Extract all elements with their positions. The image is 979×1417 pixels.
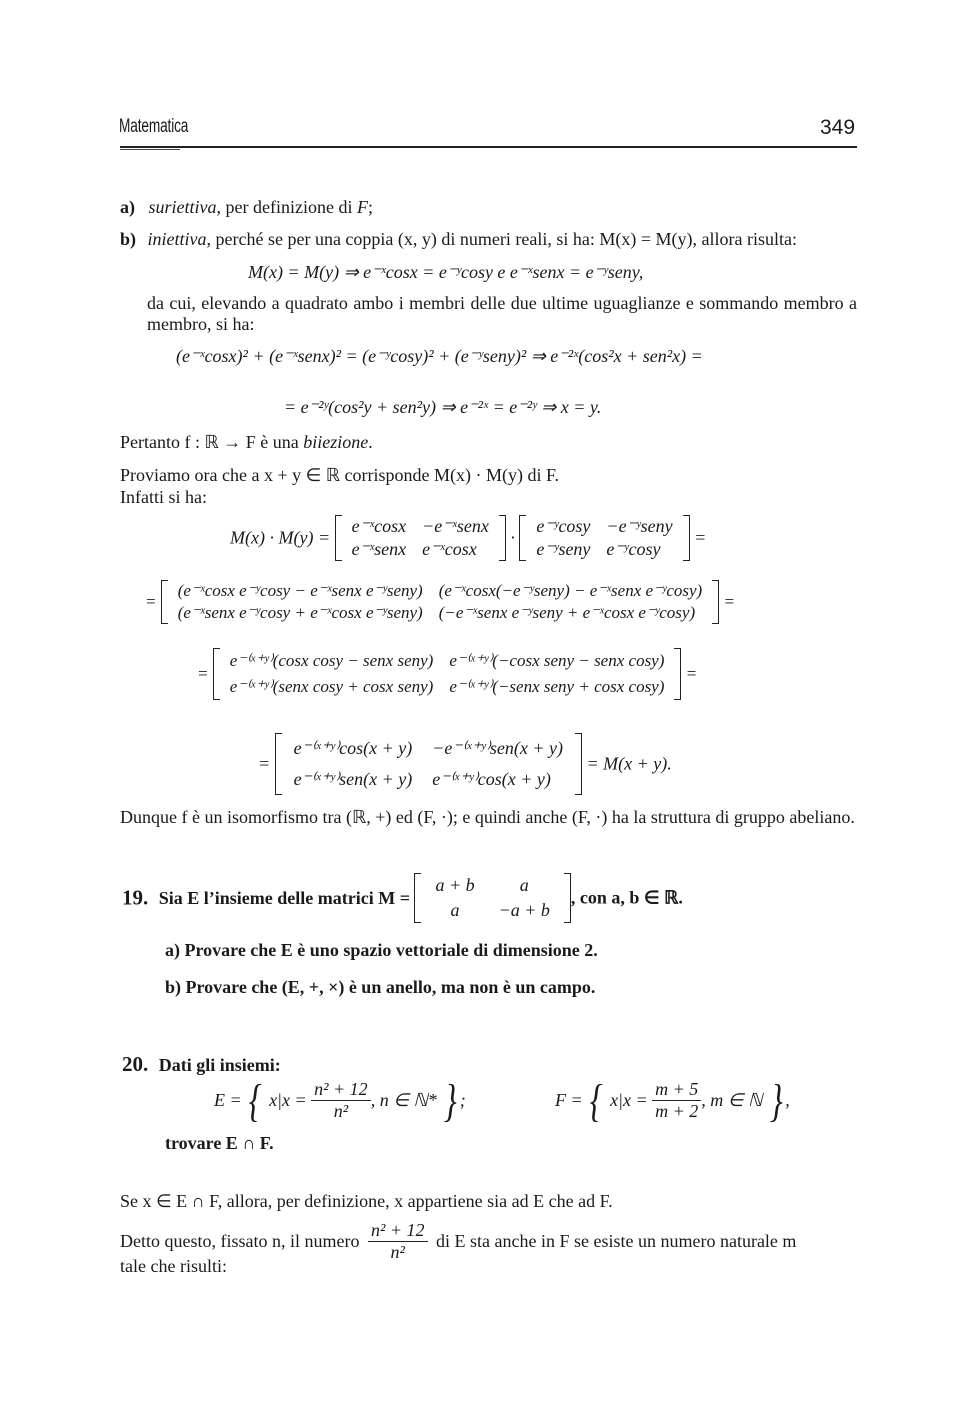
exercise-20-number: 20. [122,1052,149,1076]
set-E-fraction [311,1079,371,1122]
matrix-cell: e⁻⁽ˣ⁺ʸ⁾(cosx cosy − senx seny) [229,651,434,670]
set-F-lhs: F = [555,1090,583,1110]
page-number: 349 [820,116,856,139]
exercise-19-number: 19. [122,885,149,910]
dot-operator: · [510,527,515,548]
matrix-cell: e⁻⁽ˣ⁺ʸ⁾cos(x + y) [293,738,413,758]
detto-before: Detto questo, fissato n, il numero [120,1231,360,1251]
matrix-cell: e⁻ʸseny [536,539,591,559]
matrix-cell: e⁻ʸcosy [606,539,661,559]
fraction-denominator: m + 2 [655,1101,699,1121]
matrix-cell: e⁻⁽ˣ⁺ʸ⁾(senx cosy + cosx seny) [229,677,434,696]
pertanto-line [120,432,373,453]
matrix-cell: (e⁻ˣcosx e⁻ʸcosy − e⁻ˣsenx e⁻ʸseny) [177,581,423,600]
exercise-19 [122,873,683,923]
matrix-cell: e⁻ʸcosy [536,516,591,536]
equation-1: M(x) = M(y) ⇒ e⁻ˣcosx = e⁻ʸcosy e e⁻ˣsenx = e⁻ʸseny, [248,262,644,282]
header-rule [120,146,857,148]
matrix-expanded-line [145,580,735,624]
matrix-my [519,515,689,561]
left-brace-icon: { [248,1075,262,1126]
matrix-cell: (−e⁻ˣsenx e⁻ʸseny + e⁻ˣcosx e⁻ʸcosy) [438,603,696,622]
infatti-line: Infatti si ha: [120,487,207,507]
right-brace-icon: } [444,1075,457,1126]
matrix-cell: e⁻ˣcosx [351,516,407,536]
set-F-definition [555,1074,790,1127]
matrix-lhs: M(x) · M(y) = [230,527,331,548]
set-E-inner: x|x = [269,1090,307,1110]
item-a-term: suriettiva [148,197,217,217]
matrix-cell: −e⁻ˣsenx [422,516,489,536]
matrix-cell: −e⁻⁽ˣ⁺ʸ⁾sen(x + y) [432,738,564,758]
item-b-term: iniettiva [147,229,207,249]
matrix-cell: a [519,875,529,895]
left-brace-icon: { [589,1075,603,1126]
fraction-denominator: n² [333,1101,349,1121]
matrix-cell: e⁻⁽ˣ⁺ʸ⁾cos(x + y) [432,769,551,789]
set-F-end: , [785,1090,790,1110]
item-a-text: , per definizione di [216,197,357,217]
equals-sign: = [723,592,735,611]
item-a-end: ; [367,197,373,217]
matrix-cell: (e⁻ˣsenx e⁻ʸcosy + e⁻ˣcosx e⁻ʸseny) [177,603,423,622]
fraction-numerator: n² + 12 [311,1079,371,1101]
exercise-20-text: Dati gli insiemi: [158,1055,281,1075]
equation-3: = e⁻²ʸ(cos²y + sen²y) ⇒ e⁻²ˣ = e⁻²ʸ ⇒ x = y. [284,397,602,417]
pertanto-text: Pertanto f : ℝ → F è una [120,432,304,452]
equation-2: (e⁻ˣcosx)² + (e⁻ˣsenx)² = (e⁻ʸcosy)² + (e⁻ʸseny)² ⇒ e⁻²ˣ(cos²x + sen²x) = [176,346,703,366]
set-E-end: ; [459,1090,466,1110]
set-F-fraction [652,1079,701,1122]
matrix-factored [213,648,682,700]
set-E-definition [214,1074,466,1127]
fraction-denominator: n² [390,1242,405,1262]
set-E-condition: , n ∈ ℕ* [370,1090,437,1110]
matrix-cell: −e⁻ʸseny [606,516,673,536]
set-F-inner: x|x = [610,1090,648,1110]
detto-after: di E sta anche in F se esiste un numero naturale m [436,1231,797,1251]
matrix-result-rhs: = M(x + y). [586,753,672,774]
paragraph-squares: da cui, elevando a quadrato ambo i membri delle due ultime uguaglianze e sommando membro a membro, si ha: [147,293,857,334]
right-brace-icon: } [769,1075,783,1126]
pertanto-term: biiezione [303,432,369,452]
exercise-19-part-b: b) Provare che (E, +, ×) è un anello, ma non è un campo. [165,977,596,997]
exercise-19-text: Sia E l’insieme delle matrici M = [158,887,410,908]
matrix-cell: a [450,900,460,920]
item-b-label: b) [120,229,137,249]
matrix-result [275,733,582,795]
item-b-text: , perché se per una coppia (x, y) di numeri reali, si ha: M(x) = M(y), allora risulta: [206,229,797,249]
matrix-expanded [161,580,719,624]
item-a-label: a) [120,197,135,217]
matrix-product-line [230,515,706,561]
matrix-factored-line [197,648,697,700]
equals-sign: = [145,592,157,611]
equals-sign: = [685,664,698,683]
dunque-paragraph: Dunque f è un isomorfismo tra (ℝ, +) ed (F, ·); e quindi anche (F, ·) ha la struttura di gruppo abeliano. [120,807,855,827]
proviamo-line: Proviamo ora che a x + y ∈ ℝ corrisponde M(x) · M(y) di F. [120,465,560,485]
exercise-19-after: , con a, b ∈ ℝ. [570,887,683,908]
item-b [120,229,797,250]
matrix-mx [335,515,506,561]
running-header-title: Matematica [119,116,189,137]
equals-sign: = [258,753,271,774]
matrix-cell: a + b [435,875,475,895]
pertanto-end: . [368,432,373,452]
equals-sign: = [197,664,209,683]
detto-fraction [368,1220,428,1263]
set-F-condition: , m ∈ ℕ [701,1090,763,1110]
matrix-cell: −a + b [498,900,550,920]
detto-line-2: tale che risulti: [120,1256,227,1276]
matrix-result-line [258,733,672,795]
header-rule-accent [120,149,180,150]
exercise-20-task: trovare E ∩ F. [165,1133,274,1153]
exercise-19-matrix [414,873,570,923]
fraction-numerator: m + 5 [652,1079,701,1101]
matrix-cell: e⁻⁽ˣ⁺ʸ⁾sen(x + y) [293,769,413,789]
equals-sign: = [694,527,707,548]
detto-line [120,1220,857,1263]
matrix-cell: e⁻ˣsenx [351,539,407,559]
exercise-19-part-a: a) Provare che E è uno spazio vettoriale di dimensione 2. [165,940,598,960]
set-E-lhs: E = [214,1090,242,1110]
matrix-cell: (e⁻ˣcosx(−e⁻ʸseny) − e⁻ˣsenx e⁻ʸcosy) [438,581,703,600]
fraction-numerator: n² + 12 [368,1220,428,1242]
matrix-cell: e⁻ˣcosx [422,539,477,559]
se-line: Se x ∈ E ∩ F, allora, per definizione, x appartiene sia ad E che ad F. [120,1191,613,1211]
item-a: a) suriettiva, per definizione di F; [120,197,373,217]
matrix-cell: e⁻⁽ˣ⁺ʸ⁾(−senx seny + cosx cosy) [449,677,665,696]
matrix-cell: e⁻⁽ˣ⁺ʸ⁾(−cosx seny − senx cosy) [449,651,665,670]
